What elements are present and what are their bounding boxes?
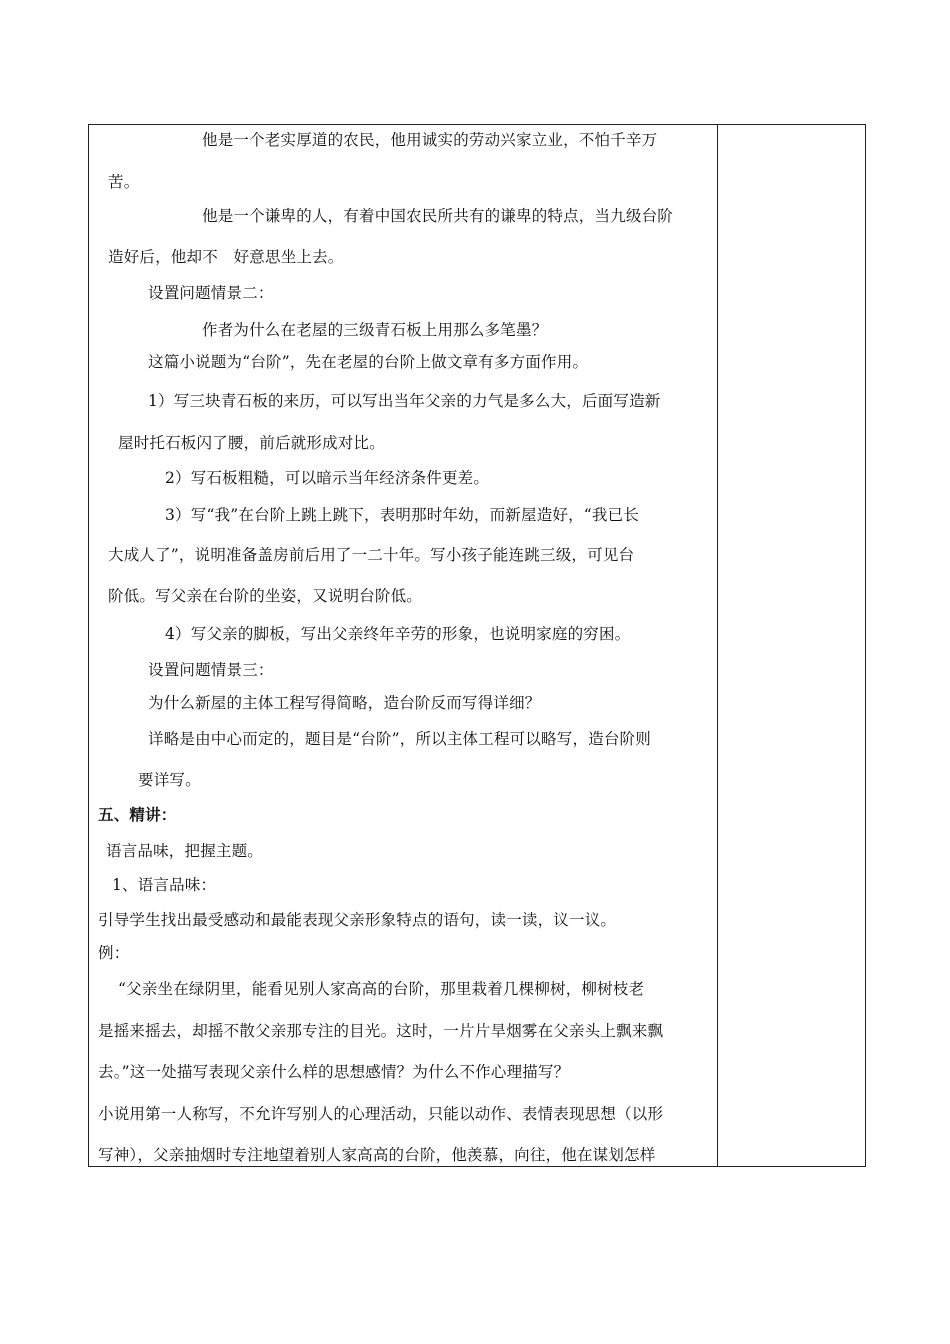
list-item: 1）写三块青石板的来历，可以写出当年父亲的力气是多么大，后面写造新 bbox=[148, 392, 661, 410]
text-line: 引导学生找出最受感动和最能表现父亲形象特点的语句，读一读，议一议。 bbox=[98, 911, 617, 929]
text-line: 例： bbox=[98, 944, 130, 962]
question-line: 为什么新屋的主体工程写得简略，造台阶反而写得详细？ bbox=[148, 694, 541, 712]
section-heading: 五、精讲： bbox=[98, 805, 177, 824]
section-label: 设置问题情景二： bbox=[148, 284, 274, 302]
text-line: 造好后，他却不 好意思坐上去。 bbox=[108, 248, 344, 266]
text-line: 阶低。写父亲在台阶的坐姿，又说明台阶低。 bbox=[108, 587, 423, 605]
text-line: 他是一个老实厚道的农民，他用诚实的劳动兴家立业，不怕千辛万 bbox=[202, 131, 658, 149]
quote-line: 去。”这一处描写表现父亲什么样的思想感情？为什么不作心理描写？ bbox=[98, 1063, 570, 1081]
lesson-content-cell bbox=[89, 125, 717, 1166]
text-line: 详略是由中心而定的，题目是“台阶”，所以主体工程可以略写，造台阶则 bbox=[148, 730, 651, 748]
list-item: 2）写石板粗糙，可以暗示当年经济条件更差。 bbox=[165, 469, 490, 487]
quote-line: “父亲坐在绿阴里，能看见别人家高高的台阶，那里栽着几棵柳树，柳树枝老 bbox=[118, 980, 645, 998]
lesson-table bbox=[88, 124, 866, 1167]
text-line: 语言品味，把握主题。 bbox=[106, 842, 264, 860]
text-line: 屋时托石板闪了腰，前后就形成对比。 bbox=[118, 434, 385, 452]
text-line: 写神），父亲抽烟时专注地望着别人家高高的台阶，他羡慕，向往，他在谋划怎样 bbox=[98, 1146, 656, 1164]
section-label: 设置问题情景三： bbox=[148, 661, 274, 679]
text-line: 要详写。 bbox=[138, 771, 201, 789]
sub-heading: 1、语言品味： bbox=[112, 876, 217, 894]
text-line: 大成人了”，说明准备盖房前后用了一二十年。写小孩子能连跳三级，可见台 bbox=[108, 546, 635, 564]
list-item: 3）写“我”在台阶上跳上跳下，表明那时年幼，而新屋造好，“我已长 bbox=[165, 506, 640, 524]
column-divider bbox=[717, 125, 718, 1166]
question-line: 作者为什么在老屋的三级青石板上用那么多笔墨？ bbox=[202, 321, 548, 339]
text-line: 小说用第一人称写，不允许写别人的心理活动，只能以动作、表情表现思想（以形 bbox=[98, 1105, 664, 1123]
text-line: 他是一个谦卑的人，有着中国农民所共有的谦卑的特点，当九级台阶 bbox=[202, 207, 674, 225]
quote-line: 是摇来摇去，却摇不散父亲那专注的目光。这时，一片片旱烟雾在父亲头上飘来飘 bbox=[98, 1022, 664, 1040]
text-line: 苦。 bbox=[108, 173, 140, 191]
text-line: 这篇小说题为“台阶”，先在老屋的台阶上做文章有多方面作用。 bbox=[148, 353, 589, 371]
list-item: 4）写父亲的脚板，写出父亲终年辛劳的形象，也说明家庭的穷困。 bbox=[165, 625, 631, 643]
